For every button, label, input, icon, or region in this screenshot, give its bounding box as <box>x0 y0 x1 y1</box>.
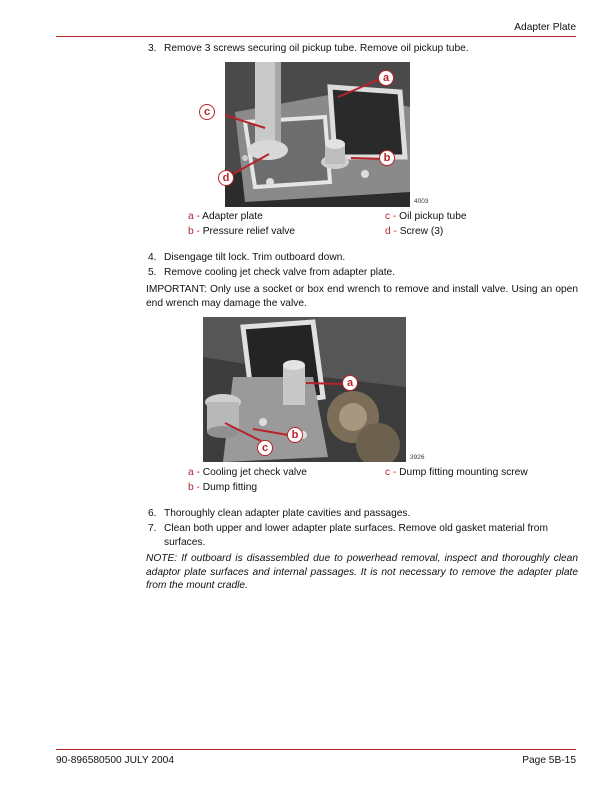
step-number: 3. <box>148 43 157 54</box>
important-paragraph: IMPORTANT: Only use a socket or box end wrench to remove and install valve. Using an open end wrench may damage the valve. <box>146 284 578 309</box>
legend-text: Cooling jet check valve <box>202 467 307 478</box>
figure-id: 4003 <box>414 198 429 205</box>
legend-letter: b - <box>188 482 200 493</box>
callout-c: c <box>257 440 273 456</box>
legend-item-a <box>188 209 263 224</box>
running-header: Adapter Plate <box>514 22 576 33</box>
legend-text: Dump fitting <box>202 482 258 493</box>
legend-text: Pressure relief valve <box>202 226 296 237</box>
callout-a: a <box>342 375 358 391</box>
legend-letter: c - <box>385 467 397 478</box>
legend-item-d <box>385 224 443 239</box>
step-text: Thoroughly clean adapter plate cavities and passages. <box>164 508 411 519</box>
legend-text: Dump fitting mounting screw <box>399 467 528 478</box>
legend-item-a <box>188 465 307 480</box>
step-text: Remove 3 screws securing oil pickup tube. Remove oil pickup tube. <box>164 43 469 54</box>
step-number: 4. <box>148 252 157 263</box>
footer-rule <box>56 749 576 750</box>
legend-item-b <box>188 480 257 495</box>
step-text: Clean both upper and lower adapter plate surfaces. Remove old gasket material from surfaces. <box>164 523 548 548</box>
legend-letter: b - <box>188 226 200 237</box>
step-number: 6. <box>148 508 157 519</box>
callout-a: a <box>378 70 394 86</box>
legend-item-c <box>385 465 528 480</box>
figure-id: 3926 <box>410 454 425 461</box>
callout-b: b <box>379 150 395 166</box>
legend-item-b <box>188 224 295 239</box>
page-number: Page 5B-15 <box>522 755 576 766</box>
step-number: 7. <box>148 523 157 534</box>
step-number: 5. <box>148 267 157 278</box>
step-text: Disengage tilt lock. Trim outboard down. <box>164 252 346 263</box>
legend-item-c <box>385 209 467 224</box>
callout-c: c <box>199 104 215 120</box>
legend-text: Oil pickup tube <box>399 211 467 222</box>
step-text: Remove cooling jet check valve from adapter plate. <box>164 267 396 278</box>
legend-letter: c - <box>385 211 397 222</box>
legend-letter: d - <box>385 226 397 237</box>
callout-d: d <box>218 170 234 186</box>
check-valve-photo <box>203 317 406 462</box>
header-rule <box>56 36 576 37</box>
callout-b: b <box>287 427 303 443</box>
legend-letter: a - <box>188 211 200 222</box>
document-number: 90-896580500 JULY 2004 <box>56 755 175 766</box>
legend-letter: a - <box>188 467 200 478</box>
legend-text: Adapter plate <box>202 211 263 222</box>
note-paragraph: NOTE: If outboard is disassembled due to powerhead removal, inspect and thoroughly clean adaptor plate surfaces and internal passages. It is not necessary to remove the adapter plate from the mount cradle. <box>146 553 578 591</box>
legend-text: Screw (3) <box>399 226 444 237</box>
